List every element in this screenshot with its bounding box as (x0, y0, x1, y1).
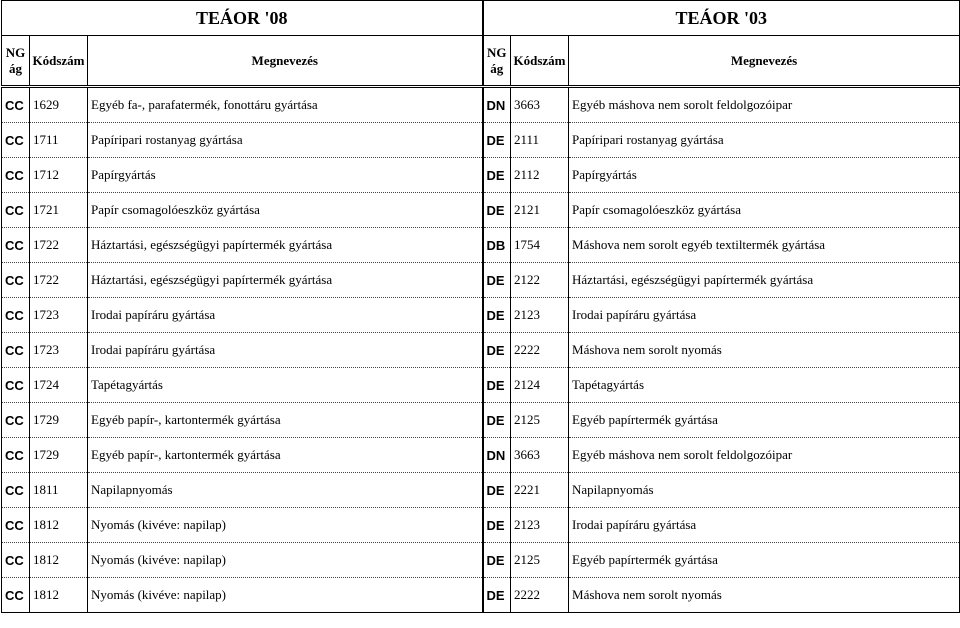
code-08-cell: 1712 (30, 158, 88, 193)
desc-08-cell: Irodai papíráru gyártása (88, 298, 483, 333)
code-03-cell: 3663 (511, 87, 569, 123)
ng-03-cell: DE (483, 263, 511, 298)
ng-03-cell: DE (483, 193, 511, 228)
code-03-cell: 2112 (511, 158, 569, 193)
desc-03-cell: Egyéb papírtermék gyártása (569, 403, 960, 438)
teaor-03-title: TEÁOR '03 (483, 1, 960, 36)
desc-08-cell: Papíripari rostanyag gyártása (88, 123, 483, 158)
ng-03-cell: DE (483, 298, 511, 333)
desc-08-cell: Papírgyártás (88, 158, 483, 193)
desc-08-cell: Papír csomagolóeszköz gyártása (88, 193, 483, 228)
teaor-08-title: TEÁOR '08 (2, 1, 483, 36)
code-08-cell: 1811 (30, 473, 88, 508)
ng-08-cell: CC (2, 368, 30, 403)
code-03-cell: 2111 (511, 123, 569, 158)
ng-03-cell: DE (483, 333, 511, 368)
code-08-cell: 1724 (30, 368, 88, 403)
ng-03-cell: DE (483, 543, 511, 578)
desc-03-cell: Irodai papíráru gyártása (569, 508, 960, 543)
code-03-cell: 2125 (511, 543, 569, 578)
code-08-cell: 1723 (30, 333, 88, 368)
table-row (2, 87, 960, 123)
code-08-cell: 1812 (30, 543, 88, 578)
table-row (2, 263, 960, 298)
desc-08-cell: Nyomás (kivéve: napilap) (88, 578, 483, 613)
ng-03-cell: DE (483, 508, 511, 543)
desc-03-cell: Máshova nem sorolt nyomás (569, 578, 960, 613)
code-03-cell: 2222 (511, 578, 569, 613)
header-ng-03: NG ág (483, 36, 511, 87)
table-row (2, 368, 960, 403)
desc-08-cell: Háztartási, egészségügyi papírtermék gyártása (88, 228, 483, 263)
header-ng-08: NG ág (2, 36, 30, 87)
code-08-cell: 1722 (30, 263, 88, 298)
desc-08-cell: Egyéb papír-, kartontermék gyártása (88, 403, 483, 438)
desc-03-cell: Papírgyártás (569, 158, 960, 193)
ng-08-cell: CC (2, 333, 30, 368)
ng-08-cell: CC (2, 298, 30, 333)
code-03-cell: 2125 (511, 403, 569, 438)
ng-08-cell: CC (2, 228, 30, 263)
ng-08-cell: CC (2, 578, 30, 613)
desc-03-cell: Egyéb máshova nem sorolt feldolgozóipar (569, 87, 960, 123)
header-desc-03: Megnevezés (569, 36, 960, 87)
desc-08-cell: Tapétagyártás (88, 368, 483, 403)
code-08-cell: 1722 (30, 228, 88, 263)
code-03-cell: 2122 (511, 263, 569, 298)
code-08-cell: 1812 (30, 508, 88, 543)
ng-08-cell: CC (2, 543, 30, 578)
desc-03-cell: Tapétagyártás (569, 368, 960, 403)
desc-03-cell: Máshova nem sorolt nyomás (569, 333, 960, 368)
table-row (2, 473, 960, 508)
table-row (2, 298, 960, 333)
ng-08-cell: CC (2, 123, 30, 158)
table-row (2, 508, 960, 543)
desc-08-cell: Irodai papíráru gyártása (88, 333, 483, 368)
code-08-cell: 1723 (30, 298, 88, 333)
table-row (2, 333, 960, 368)
header-desc-08: Megnevezés (88, 36, 483, 87)
code-03-cell: 2121 (511, 193, 569, 228)
code-03-cell: 3663 (511, 438, 569, 473)
desc-08-cell: Egyéb fa-, parafatermék, fonottáru gyártása (88, 87, 483, 123)
code-08-cell: 1721 (30, 193, 88, 228)
ng-08-cell: CC (2, 158, 30, 193)
ng-03-cell: DE (483, 158, 511, 193)
desc-08-cell: Nyomás (kivéve: napilap) (88, 543, 483, 578)
table-row (2, 193, 960, 228)
table-row (2, 123, 960, 158)
ng-03-cell: DE (483, 403, 511, 438)
desc-08-cell: Nyomás (kivéve: napilap) (88, 508, 483, 543)
ng-08-cell: CC (2, 473, 30, 508)
table-row (2, 543, 960, 578)
code-03-cell: 2123 (511, 298, 569, 333)
table-row (2, 578, 960, 613)
ng-08-cell: CC (2, 403, 30, 438)
table-row (2, 228, 960, 263)
code-08-cell: 1812 (30, 578, 88, 613)
desc-03-cell: Papíripari rostanyag gyártása (569, 123, 960, 158)
ng-03-cell: DE (483, 123, 511, 158)
ng-08-cell: CC (2, 193, 30, 228)
code-03-cell: 2221 (511, 473, 569, 508)
ng-03-cell: DE (483, 473, 511, 508)
header-code-08: Kódszám (30, 36, 88, 87)
code-03-cell: 2123 (511, 508, 569, 543)
desc-03-cell: Napilapnyomás (569, 473, 960, 508)
code-08-cell: 1729 (30, 438, 88, 473)
ng-08-cell: CC (2, 87, 30, 123)
ng-08-cell: CC (2, 263, 30, 298)
code-08-cell: 1711 (30, 123, 88, 158)
teaor-table (1, 0, 960, 613)
table-row (2, 403, 960, 438)
desc-08-cell: Egyéb papír-, kartontermék gyártása (88, 438, 483, 473)
ng-03-cell: DN (483, 438, 511, 473)
table-row (2, 438, 960, 473)
code-03-cell: 2222 (511, 333, 569, 368)
ng-03-cell: DE (483, 368, 511, 403)
ng-03-cell: DB (483, 228, 511, 263)
desc-03-cell: Egyéb máshova nem sorolt feldolgozóipar (569, 438, 960, 473)
code-03-cell: 2124 (511, 368, 569, 403)
code-03-cell: 1754 (511, 228, 569, 263)
ng-03-cell: DN (483, 87, 511, 123)
desc-03-cell: Egyéb papírtermék gyártása (569, 543, 960, 578)
code-08-cell: 1729 (30, 403, 88, 438)
ng-03-cell: DE (483, 578, 511, 613)
desc-03-cell: Máshova nem sorolt egyéb textiltermék gyártása (569, 228, 960, 263)
table-row (2, 158, 960, 193)
code-08-cell: 1629 (30, 87, 88, 123)
header-code-03: Kódszám (511, 36, 569, 87)
ng-08-cell: CC (2, 508, 30, 543)
desc-03-cell: Irodai papíráru gyártása (569, 298, 960, 333)
desc-03-cell: Papír csomagolóeszköz gyártása (569, 193, 960, 228)
desc-08-cell: Napilapnyomás (88, 473, 483, 508)
ng-08-cell: CC (2, 438, 30, 473)
desc-03-cell: Háztartási, egészségügyi papírtermék gyártása (569, 263, 960, 298)
desc-08-cell: Háztartási, egészségügyi papírtermék gyártása (88, 263, 483, 298)
